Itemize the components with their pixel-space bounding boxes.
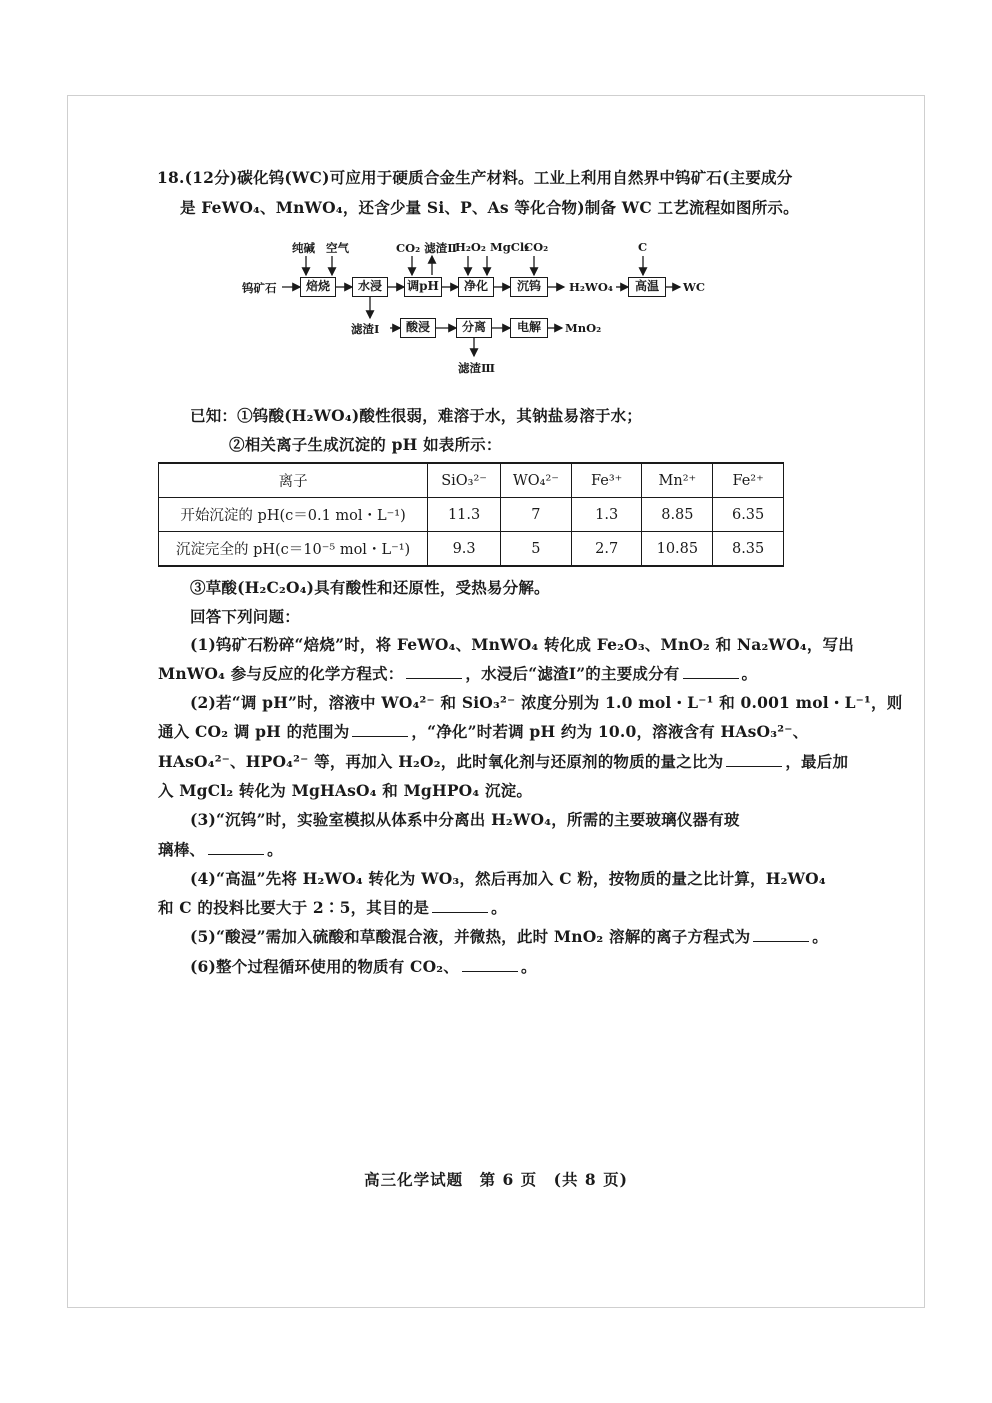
flow-reagent-carbon: C [638,240,648,254]
known-1: 已知：①钨酸(H₂WO₄)酸性很弱，难溶于水，其钠盐易溶于水； [190,406,643,425]
part-6-text-a: (6)整个过程循环使用的物质有 CO₂、 [190,957,459,976]
table-header-cell: Mn²⁺ [642,463,713,498]
part-5-line [190,925,828,947]
flow-step-roast: 焙烧 [300,277,336,297]
flow-mid-product: H₂WO₄ [569,280,613,294]
table-header-cell: Fe³⁺ [571,463,642,498]
flow-step-acid-leach: 酸浸 [400,318,436,338]
flow-step-adjust-ph: 调pH [404,277,442,297]
known-2: ②相关离子生成沉淀的 pH 如表所示： [229,435,502,454]
part-1-text-b: ，水浸后“滤渣Ⅰ”的主要成分有 [465,664,680,683]
table-header-cell: Fe²⁺ [713,463,784,498]
part-3-text-b: 。 [267,840,283,859]
flow-input-air: 空气 [326,241,349,255]
table-cell: 8.35 [713,532,784,567]
part-6-text-b: 。 [520,957,537,976]
process-flow-diagram [242,238,722,378]
part-6-line [190,955,537,977]
answer-blank[interactable] [462,959,518,972]
part-1-text-a: MnWO₄ 参与反应的化学方程式： [158,664,404,683]
part-3-line-1: (3)“沉钨”时，实验室模拟从体系中分离出 H₂WO₄，所需的主要玻璃仪器有玻 [190,810,740,829]
table-cell: 1.3 [571,498,642,532]
part-3-text-a: 璃棒、 [158,840,206,859]
part-2-line-3 [158,750,848,772]
flow-arrows [242,238,722,378]
part-2-text-d: ，最后加 [785,752,849,771]
precipitation-ph-table [158,462,784,567]
answer-blank[interactable] [683,666,739,679]
part-5-text-b: 。 [812,927,828,946]
flow-step-purify: 净化 [458,277,494,297]
table-cell: 沉淀完全的 pH(c＝10⁻⁵ mol・L⁻¹) [159,532,428,567]
part-2-text-c: HAsO₄²⁻、HPO₄²⁻ 等，再加入 H₂O₂，此时氧化剂与还原剂的物质的量之比为 [158,752,724,771]
answer-blank[interactable] [406,666,462,679]
part-2-line-4: 入 MgCl₂ 转化为 MgHAsO₄ 和 MgHPO₄ 沉淀。 [158,781,533,800]
table-cell: 10.85 [642,532,713,567]
answer-blank[interactable] [726,754,782,767]
part-4-line-2 [158,896,507,918]
flow-input-soda: 纯碱 [292,241,315,255]
table-cell: 6.35 [713,498,784,532]
table-cell: 11.3 [428,498,501,532]
part-2-text-a: 通入 CO₂ 调 pH 的范围为 [158,722,350,741]
flow-reagents-ph: CO₂ 滤渣Ⅱ [396,241,457,255]
part-2-line-2 [158,720,808,742]
part-2-line-1: (2)若“调 pH”时，溶液中 WO₄²⁻ 和 SiO₃²⁻ 浓度分别为 1.0 mol・L⁻¹ 和 0.001 mol・L⁻¹，则 [190,693,903,712]
part-3-line-2 [158,838,283,860]
answer-blank[interactable] [753,929,809,942]
answer-blank[interactable] [432,900,488,913]
table-header-row [159,463,784,498]
table-cell: 5 [500,532,571,567]
flow-branch-product: MnO₂ [565,321,602,335]
flow-step-water-leach: 水浸 [352,277,388,297]
table-row [159,532,784,567]
table-cell: 8.85 [642,498,713,532]
table-cell: 9.3 [428,532,501,567]
flow-residue-1: 滤渣Ⅰ [351,322,380,336]
table-cell: 开始沉淀的 pH(c＝0.1 mol・L⁻¹) [159,498,428,532]
flow-product: WC [683,280,706,294]
question-line-1: 18.(12分)碳化钨(WC)可应用于硬质合金生产材料。工业上利用自然界中钨矿石(主要成分 [157,168,793,187]
flow-step-high-temp: 高温 [628,277,666,297]
flow-step-precipitate-w: 沉钨 [510,277,548,297]
table-cell: 2.7 [571,532,642,567]
part-1-line-2 [158,662,757,684]
part-4-text-b: 。 [491,898,507,917]
answer-intro: 回答下列问题： [190,607,300,626]
part-4-line-1: (4)“高温”先将 H₂WO₄ 转化为 WO₃，然后再加入 C 粉，按物质的量之比计算，H₂WO₄ [190,869,826,888]
flow-step-electrolysis: 电解 [510,318,548,338]
part-1-text-c: 。 [741,664,758,683]
part-2-text-b: ，“净化”时若调 pH 约为 10.0，溶液含有 HAsO₃²⁻、 [411,722,809,741]
flow-reagents-precip: CO₂ [524,240,549,254]
flow-reagents-purify: H₂O₂ MgCl₂ [455,240,530,254]
answer-blank[interactable] [208,842,264,855]
table-row [159,498,784,532]
part-1-line-1: (1)钨矿石粉碎“焙烧”时，将 FeWO₄、MnWO₄ 转化成 Fe₂O₃、MnO₂ 和 Na₂WO₄，写出 [190,635,854,654]
page-footer: 高三化学试题 第 6 页 (共 8 页) [364,1170,628,1189]
table-cell: 7 [500,498,571,532]
known-3: ③草酸(H₂C₂O₄)具有酸性和还原性，受热易分解。 [190,578,550,597]
flow-residue-3: 滤渣Ⅲ [458,361,496,375]
part-5-text-a: (5)“酸浸”需加入硫酸和草酸混合液，并微热，此时 MnO₂ 溶解的离子方程式为 [190,927,751,946]
table-header-cell: SiO₃²⁻ [428,463,501,498]
part-4-text-a: 和 C 的投料比要大于 2∶5，其目的是 [158,898,430,917]
table-header-cell: 离子 [159,463,428,498]
answer-blank[interactable] [352,724,408,737]
flow-start-label: 钨矿石 [242,281,277,295]
question-line-2: 是 FeWO₄、MnWO₄，还含少量 Si、P、As 等化合物)制备 WC 工艺流程如图所示。 [180,198,799,217]
flow-step-separate: 分离 [456,318,492,338]
table-header-cell: WO₄²⁻ [500,463,571,498]
